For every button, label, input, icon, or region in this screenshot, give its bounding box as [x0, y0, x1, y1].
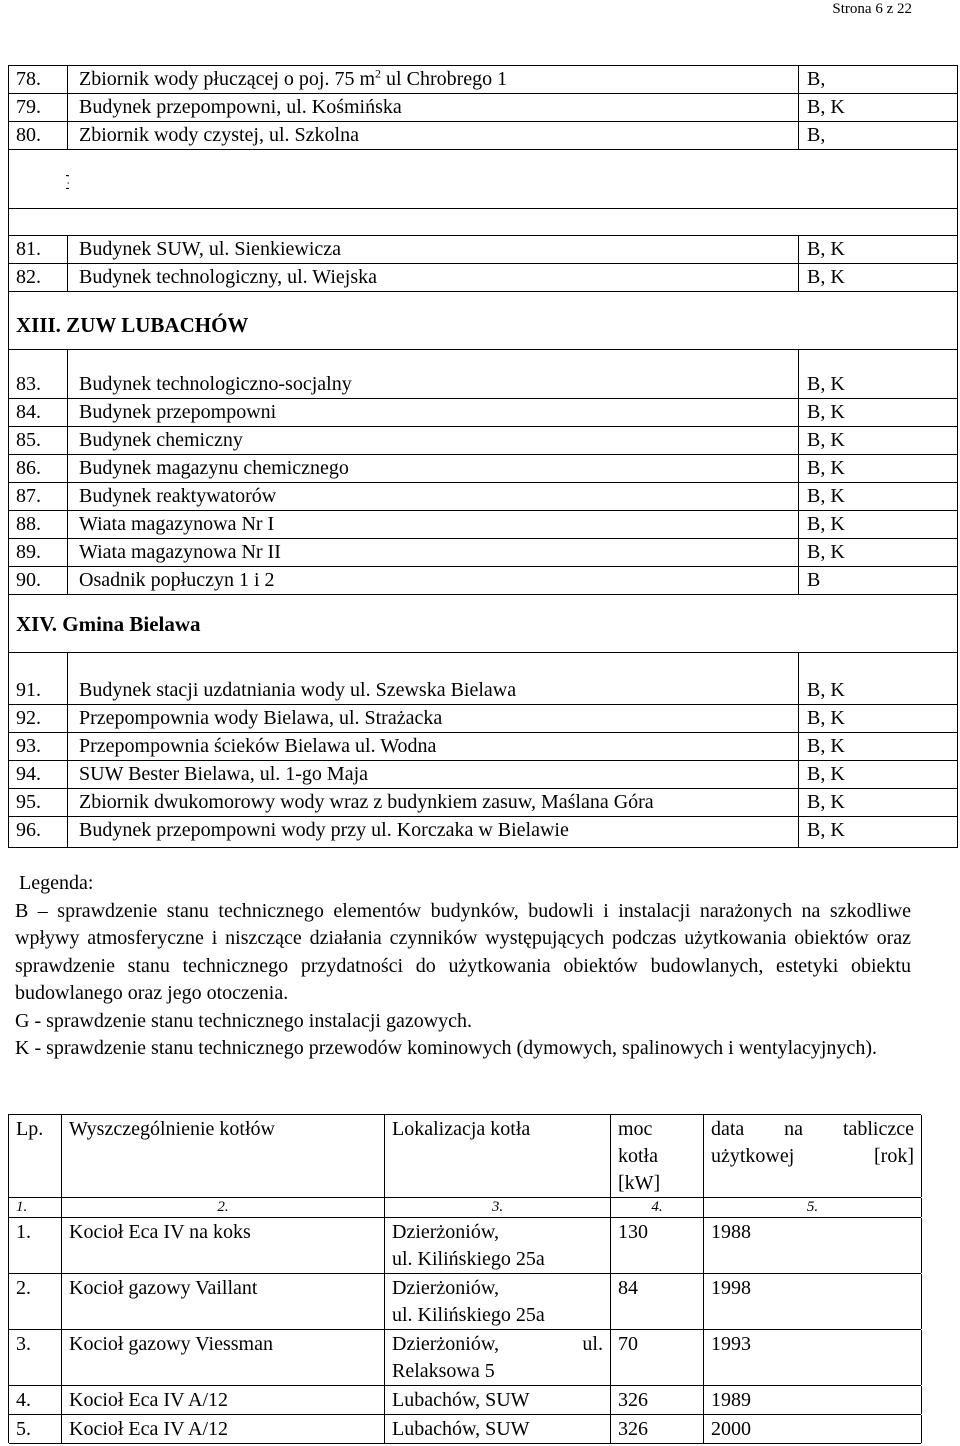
table-row	[9, 399, 957, 427]
boiler-lp: 3.	[9, 1330, 62, 1385]
boiler-row	[9, 1274, 921, 1330]
row-name: Budynek SUW, ul. Sienkiewicza	[79, 238, 342, 260]
row-number: 86.	[16, 457, 41, 479]
row-code: B,	[807, 124, 826, 146]
table-row	[9, 511, 957, 539]
section-row	[9, 292, 957, 350]
row-name: Osadnik popłuczyn 1 i 2	[79, 569, 275, 591]
row-number: 92.	[16, 707, 41, 729]
row-code: B, K	[807, 679, 845, 701]
boiler-power: 130	[611, 1218, 704, 1273]
boiler-location: Lubachów, SUW	[385, 1415, 611, 1443]
legend-g: G - sprawdzenie stanu technicznego instalacji gazowych.	[15, 1009, 473, 1032]
table-row	[9, 817, 957, 845]
page-number: Strona 6 z 22	[832, 1, 912, 17]
row-name: Zbiornik wody czystej, ul. Szkolna	[79, 124, 359, 146]
table-row	[9, 455, 957, 483]
row-code: B, K	[807, 266, 845, 288]
boiler-name: Kocioł Eca IV A/12	[62, 1386, 385, 1414]
row-code: B, K	[807, 485, 845, 507]
boiler-lp: 1.	[9, 1218, 62, 1273]
boiler-row	[9, 1330, 921, 1386]
table-row	[9, 677, 957, 705]
row-number: 82.	[16, 266, 41, 288]
table-row	[9, 236, 957, 264]
row-number: 88.	[16, 513, 41, 535]
row-name: Przepompownia ścieków Bielawa ul. Wodna	[79, 735, 437, 757]
table-row	[9, 427, 957, 455]
boiler-name: Kocioł Eca IV A/12	[62, 1415, 385, 1443]
index-1: 1.	[9, 1198, 62, 1217]
row-name: Budynek przepompowni, ul. Kośmińska	[79, 96, 402, 118]
row-number: 84.	[16, 401, 41, 423]
row-number: 85.	[16, 429, 41, 451]
boiler-year: 2000	[704, 1415, 922, 1443]
row-name: Budynek chemiczny	[79, 429, 243, 451]
row-name: Budynek stacji uzdatniania wody ul. Szewska Bielawa	[79, 679, 517, 701]
row-number: 90.	[16, 569, 41, 591]
header-location: Lokalizacja kotła	[385, 1115, 611, 1197]
row-code: B, K	[807, 541, 845, 563]
boiler-lp: 5.	[9, 1415, 62, 1443]
boiler-year: 1998	[704, 1274, 922, 1329]
boiler-location: Dzierżoniów, ul. Kilińskiego 25a	[385, 1218, 611, 1273]
boiler-row	[9, 1218, 921, 1274]
row-number: 78.	[16, 68, 41, 90]
table-row	[9, 567, 957, 595]
header-date: data na tabliczce użytkowej [rok]	[704, 1115, 922, 1197]
row-code: B, K	[807, 401, 845, 423]
row-code: B, K	[807, 735, 845, 757]
legend-b: B – sprawdzenie stanu technicznego elementów budynków, budowli i instalacji narażonych na szkodliwe wpływy atmosferyczne i niszczące działania czynników występujących podczas użytkowania obiektów oraz sprawdzenie stanu technicznego przydatności do użytkowania obiektów budowlanych, estetyki obiektu budowlanego oraz jego otoczenia.	[15, 899, 911, 1004]
boiler-power: 326	[611, 1415, 704, 1443]
row-number: 94.	[16, 763, 41, 785]
row-name: SUW Bester Bielawa, ul. 1-go Maja	[79, 763, 369, 785]
boiler-year: 1989	[704, 1386, 922, 1414]
boilers-table	[8, 1114, 921, 1443]
section-title-xiv: XIV. Gmina Bielawa	[16, 612, 201, 636]
row-code: B, K	[807, 763, 845, 785]
row-name: Zbiornik wody płuczącej o poj. 75 $m^2$ ul Chrobrego 1	[79, 66, 508, 90]
row-name: Budynek reaktywatorów	[79, 485, 277, 507]
table-row	[9, 371, 957, 399]
boiler-row	[9, 1415, 921, 1444]
legend	[15, 870, 911, 1063]
row-number: 80.	[16, 124, 41, 146]
boilers-header-row	[9, 1115, 921, 1198]
row-number: 91.	[16, 679, 41, 701]
boiler-lp: 2.	[9, 1274, 62, 1329]
boiler-power: 70	[611, 1330, 704, 1385]
table-row	[9, 539, 957, 567]
boiler-name: Kocioł gazowy Viessman	[62, 1330, 385, 1385]
row-name: Budynek przepompowni	[79, 401, 277, 423]
boiler-name: Kocioł gazowy Vaillant	[62, 1274, 385, 1329]
row-number: 89.	[16, 541, 41, 563]
row-name: Budynek przepompowni wody przy ul. Korczaka w Bielawie	[79, 819, 569, 841]
row-code: B, K	[807, 707, 845, 729]
legend-title: Legenda:	[19, 872, 94, 894]
section-divider	[9, 208, 957, 209]
header-lp: Lp.	[9, 1115, 62, 1197]
row-code: B, K	[807, 429, 845, 451]
row-name: Zbiornik dwukomorowy wody wraz z budynkiem zasuw, Maślana Góra	[79, 791, 654, 813]
index-2: 2.	[62, 1198, 385, 1217]
boilers-index-row	[9, 1198, 921, 1218]
row-number: 83.	[16, 373, 41, 395]
header-name: Wyszczególnienie kotłów	[62, 1115, 385, 1197]
row-number: 93.	[16, 735, 41, 757]
row-code: B, K	[807, 373, 845, 395]
table-row	[9, 761, 957, 789]
section-row	[9, 595, 957, 653]
index-4: 4.	[611, 1198, 704, 1217]
table-row	[9, 94, 957, 122]
row-number: 87.	[16, 485, 41, 507]
legend-k: K - sprawdzenie stanu technicznego przewodów kominowych (dymowych, spalinowych i wentylacyjnych).	[15, 1037, 877, 1059]
row-name: Przepompownia wody Bielawa, ul. Strażacka	[79, 707, 443, 729]
row-code: B, K	[807, 457, 845, 479]
boiler-year: 1993	[704, 1330, 922, 1385]
index-5: 5.	[704, 1198, 922, 1217]
row-name: Budynek magazynu chemicznego	[79, 457, 349, 479]
row-number: 79.	[16, 96, 41, 118]
row-name: Wiata magazynowa Nr I	[79, 513, 275, 535]
boiler-location: Dzierżoniów, ul. Relaksowa 5	[385, 1330, 611, 1385]
boiler-year: 1988	[704, 1218, 922, 1273]
boiler-name: Kocioł Eca IV na koks	[62, 1218, 385, 1273]
table-row	[9, 66, 957, 94]
boiler-location: Dzierżoniów, ul. Kilińskiego 25a	[385, 1274, 611, 1329]
row-name: Budynek technologiczno-socjalny	[79, 373, 352, 395]
boiler-power: 326	[611, 1386, 704, 1414]
row-code: B,	[807, 68, 826, 90]
boiler-power: 84	[611, 1274, 704, 1329]
row-name: Wiata magazynowa Nr II	[79, 541, 281, 563]
row-code: B, K	[807, 96, 845, 118]
row-number: 96.	[16, 819, 41, 841]
row-code: B	[807, 569, 821, 591]
header-power: moc kotła [kW]	[611, 1115, 704, 1197]
row-code: B, K	[807, 513, 845, 535]
row-code: B, K	[807, 238, 845, 260]
boiler-lp: 4.	[9, 1386, 62, 1414]
table-row	[9, 705, 957, 733]
row-name: Budynek technologiczny, ul. Wiejska	[79, 266, 378, 288]
table-row	[9, 733, 957, 761]
section-title-xiii: XIII. ZUW LUBACHÓW	[16, 313, 249, 337]
table-row	[9, 789, 957, 817]
boiler-location: Lubachów, SUW	[385, 1386, 611, 1414]
boiler-row	[9, 1386, 921, 1415]
row-code: B, K	[807, 791, 845, 813]
row-number: 95.	[16, 791, 41, 813]
table-row	[9, 483, 957, 511]
table-row	[9, 122, 957, 150]
index-3: 3.	[385, 1198, 611, 1217]
objects-table	[8, 65, 958, 848]
row-number: 81.	[16, 238, 41, 260]
table-row	[9, 264, 957, 292]
row-code: B, K	[807, 819, 845, 841]
